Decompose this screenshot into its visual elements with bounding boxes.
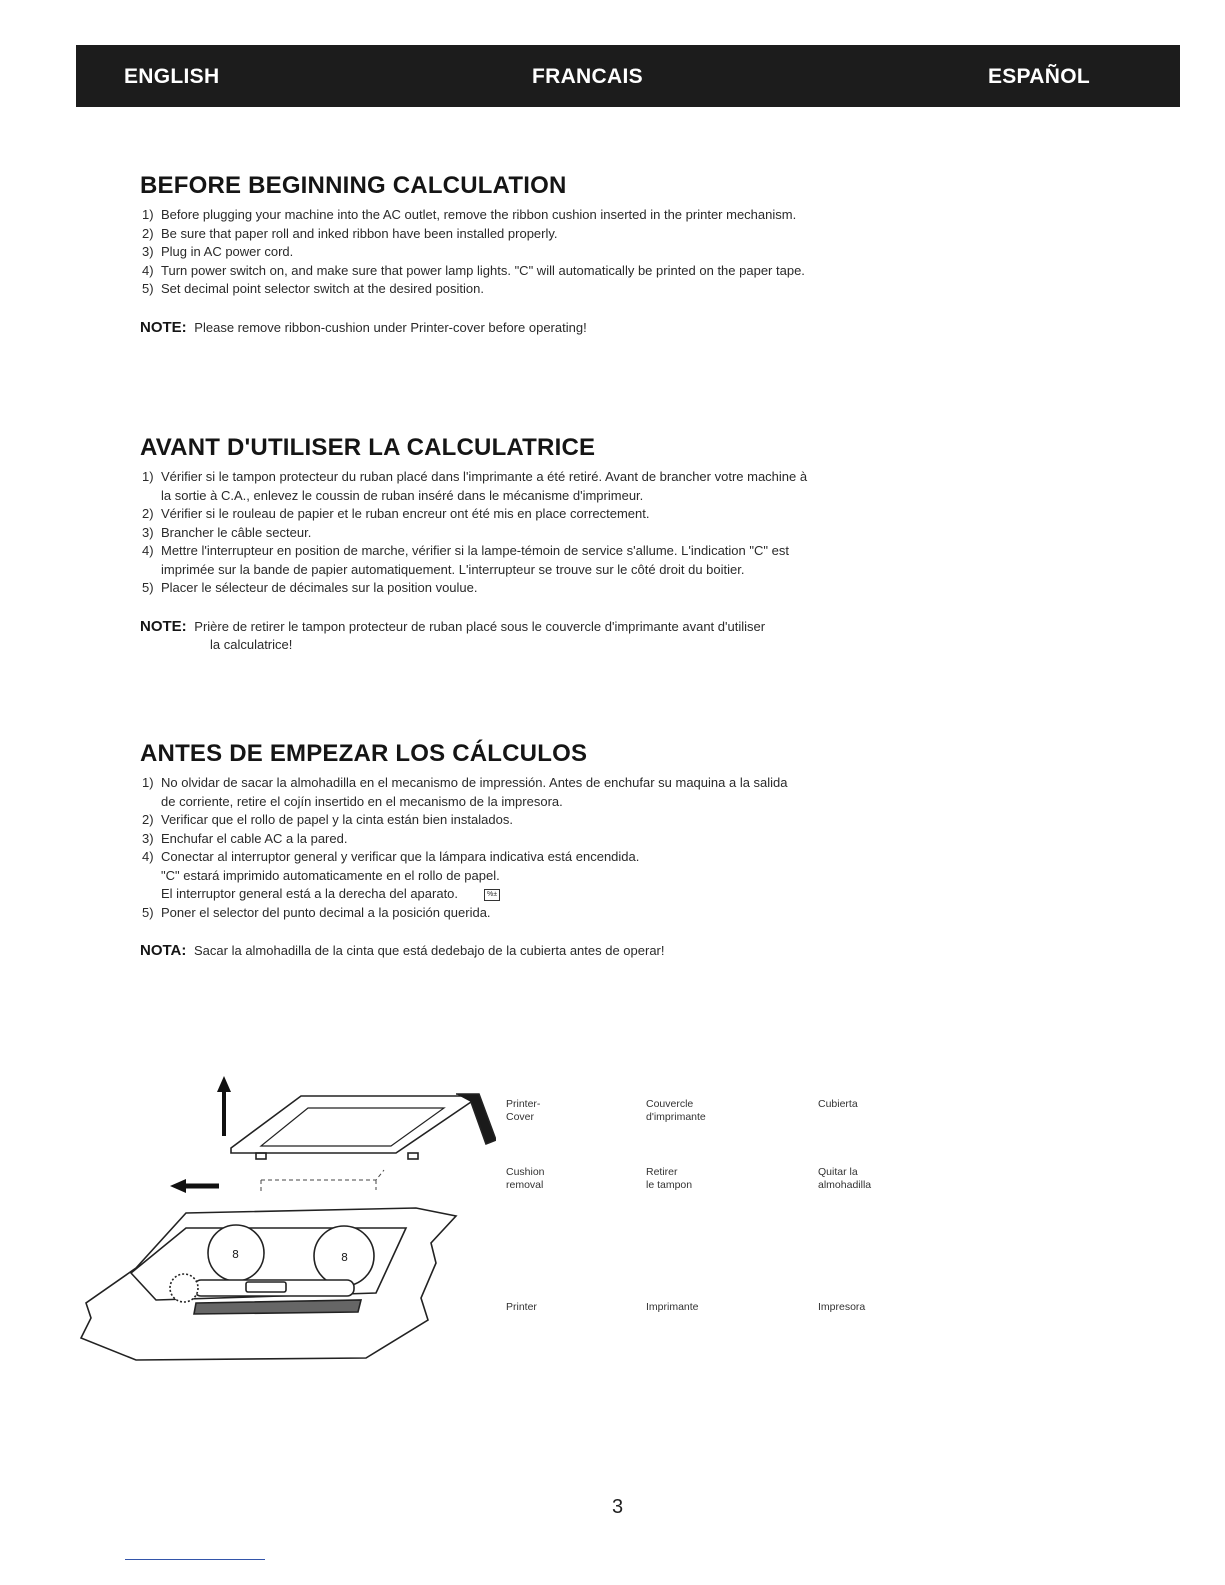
spanish-step-4: 4) Conectar al interruptor general y verificar que la lámpara indicativa está encendida. "C" estará imprimido automaticamente en el rollo de papel. El interruptor general está a la derecha del aparato. %±: [142, 849, 640, 901]
english-step-2: 2) Be sure that paper roll and inked ribbon have been installed properly.: [142, 225, 558, 241]
french-note: [140, 618, 1090, 655]
label-printer-es: Impresora: [818, 1301, 866, 1313]
label-printer-fr: Imprimante: [646, 1301, 699, 1313]
header-english: ENGLISH: [124, 65, 220, 88]
section-english: [140, 172, 1090, 337]
english-step-4: 4) Turn power switch on, and make sure that power lamp lights. "C" will automatically be printed on the paper tape.: [142, 262, 805, 278]
slide-left-arrow-icon: [170, 1179, 219, 1193]
english-note-label: NOTE:: [140, 318, 187, 336]
spanish-step-1: 1) No olvidar de sacar la almohadilla en el mecanismo de impressión. Antes de enchufar su maquina a la salida de corriente, retire el cojín insertido en el mecanismo de la impresora.: [142, 775, 788, 809]
footer-rule: [125, 1559, 265, 1560]
header-espanol: ESPAÑOL: [987, 65, 1090, 88]
french-note-label: NOTE:: [140, 617, 187, 635]
spanish-note-text: Sacar la almohadilla de la cinta que está dedebajo de la cubierta antes de operar!: [194, 943, 665, 958]
english-step-1: 1) Before plugging your machine into the AC outlet, remove the ribbon cushion inserted in the printer mechanism.: [142, 207, 797, 222]
french-title: AVANT D'UTILISER LA CALCULATRICE: [140, 434, 596, 461]
label-printer-en: Printer: [506, 1301, 537, 1313]
english-steps: [140, 206, 1090, 299]
french-steps: [140, 468, 1090, 598]
french-step-3: 3) Brancher le câble secteur.: [142, 524, 312, 540]
label-cushion-removal-fr: Retirer le tampon: [646, 1166, 693, 1191]
svg-text:8: 8: [232, 1248, 239, 1261]
english-step-5: 5) Set decimal point selector switch at the desired position.: [142, 281, 485, 296]
page-number: 3: [612, 1496, 624, 1518]
lift-up-arrow-icon: [217, 1076, 231, 1136]
label-printer-cover-es: Cubierta: [818, 1098, 858, 1110]
spanish-step-2: 2) Verificar que el rollo de papel y la cinta están bien instalados.: [142, 812, 513, 827]
spanish-step-3: 3) Enchufar el cable AC a la pared.: [142, 830, 348, 846]
french-step-4: 4) Mettre l'interrupteur en position de marche, vérifier si la lampe-témoin de service s'allume. L'indication "C" est imprimée sur la bande de papier automatiquement. L'interrupteur se trouve sur le côté droit du boitier.: [142, 543, 789, 577]
label-cushion-removal-es: Quitar la almohadilla: [818, 1166, 872, 1191]
section-french: [140, 434, 1090, 655]
ribbon-cushion-outline: [261, 1170, 384, 1193]
label-printer-cover-en: Printer- Cover: [506, 1098, 541, 1123]
header-francais: FRANCAIS: [532, 65, 643, 88]
label-cushion-removal-en: Cushion removal: [506, 1166, 545, 1191]
french-note-continuation: la calculatrice!: [210, 637, 293, 652]
svg-text:8: 8: [341, 1251, 348, 1264]
spanish-steps: [140, 774, 1090, 922]
percent-key-icon: %±: [484, 889, 500, 901]
spanish-note-label: NOTA:: [140, 942, 187, 959]
spanish-step-5: 5) Poner el selector del punto decimal a la posición querida.: [142, 904, 491, 920]
spanish-note: [140, 942, 1090, 961]
english-title: BEFORE BEGINNING CALCULATION: [140, 172, 567, 199]
french-note-text: Prière de retirer le tampon protecteur de ruban placé sous le couvercle d'imprimante avant d'utiliser: [194, 618, 766, 634]
spanish-title: ANTES DE EMPEZAR LOS CÁLCULOS: [140, 740, 588, 767]
printer-cover-diagram: [76, 1068, 496, 1368]
english-note: [140, 319, 1090, 338]
french-step-2: 2) Vérifier si le rouleau de papier et le ruban encreur ont été mis en place correctement.: [142, 506, 650, 521]
english-note-text: Please remove ribbon-cushion under Printer-cover before operating!: [194, 319, 587, 335]
language-header-bar: [76, 45, 1180, 107]
printer-cover-shape: [231, 1094, 496, 1159]
label-printer-cover-fr: Couvercle d'imprimante: [646, 1098, 706, 1123]
english-step-3: 3) Plug in AC power cord.: [142, 244, 294, 259]
section-spanish: [140, 740, 1090, 961]
printer-base-shape: [81, 1208, 456, 1360]
french-step-5: 5) Placer le sélecteur de décimales sur la position voulue.: [142, 580, 478, 595]
french-step-1: 1) Vérifier si le tampon protecteur du ruban placé dans l'imprimante a été retiré. Avant de brancher votre machine à la sortie à C.A., enlevez le coussin de ruban inséré dans le mécanisme d'imprimeur.: [142, 469, 808, 503]
